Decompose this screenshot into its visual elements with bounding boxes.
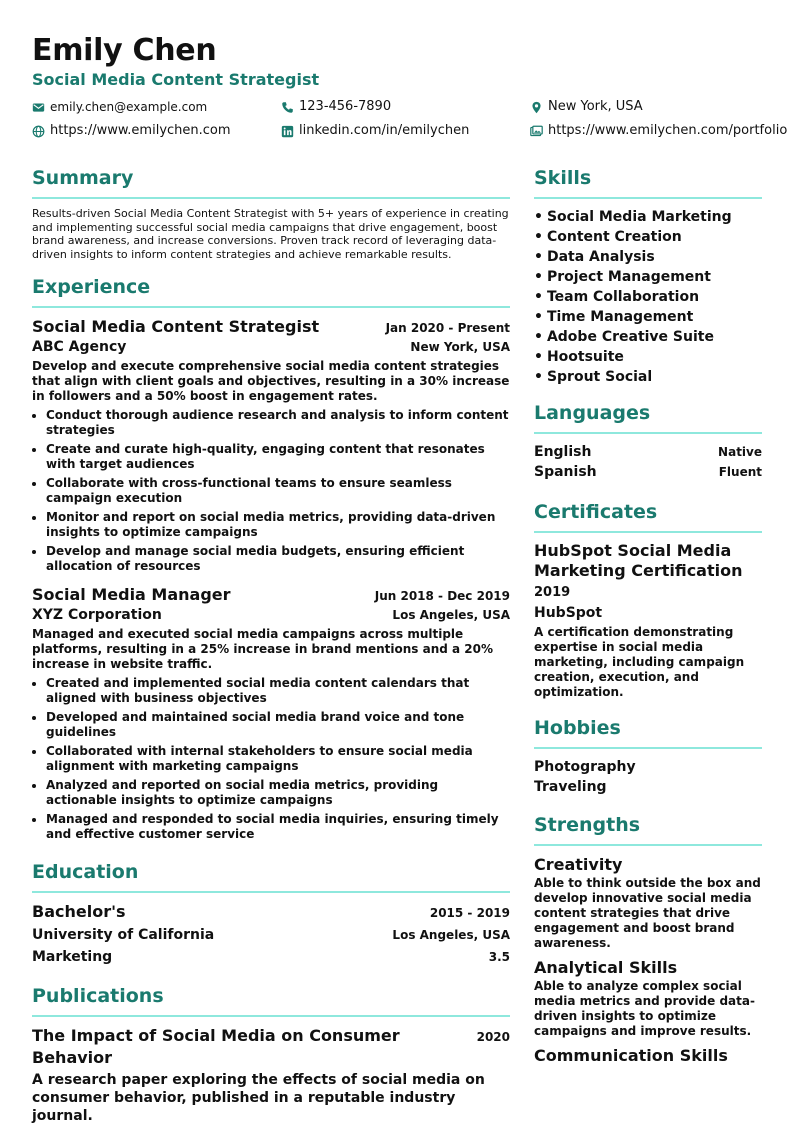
- languages-heading: Languages: [534, 402, 651, 424]
- portfolio-icon: [530, 125, 543, 138]
- contact-linkedin[interactable]: [281, 122, 530, 140]
- section-divider: [32, 1015, 510, 1017]
- publications-heading: Publications: [32, 985, 164, 1007]
- skill-item: • Content Creation: [534, 229, 682, 245]
- skill-item: • Social Media Marketing: [534, 209, 732, 225]
- education-degree: Bachelor's: [32, 902, 126, 921]
- strength-description: Able to analyze complex social media metrics and provide data-driven insights to optimize campaigns and improve results.: [534, 979, 755, 1038]
- experience-section: [32, 275, 510, 842]
- skills-heading: Skills: [534, 167, 592, 189]
- contact-email[interactable]: [32, 98, 281, 116]
- education-location: Los Angeles, USA: [392, 928, 510, 942]
- job-company: XYZ Corporation: [32, 607, 162, 623]
- skill-item: • Team Collaboration: [534, 289, 700, 305]
- skill-item: • Sprout Social: [534, 369, 653, 385]
- globe-icon: [32, 125, 45, 138]
- section-divider: [534, 531, 762, 533]
- section-divider: [534, 844, 762, 846]
- job-bullet: • Created and implemented social media content calendars that aligned with business objectives: [46, 676, 510, 706]
- section-divider: [32, 306, 510, 308]
- job-title: Social Media Content Strategist: [32, 317, 320, 336]
- publication-title: The Impact of Social Media on Consumer Behavior: [32, 1026, 400, 1067]
- location-icon: [530, 101, 543, 114]
- education-dates: 2015 - 2019: [429, 906, 510, 920]
- job-bullet: • Collaborate with cross-functional teams to ensure seamless campaign execution: [46, 476, 510, 506]
- resume-header: [32, 33, 788, 140]
- skills-list: [534, 207, 762, 387]
- job-company: ABC Agency: [32, 339, 127, 355]
- contact-portfolio[interactable]: [530, 122, 788, 140]
- contact-location: [530, 98, 780, 116]
- certificates-heading: Certificates: [534, 501, 658, 523]
- language-item: [534, 462, 762, 482]
- candidate-name: Emily Chen: [32, 33, 217, 68]
- job-description: Managed and executed social media campaigns across multiple platforms, resulting in a 25% increase in brand mentions and a 20% increase in website traffic.: [32, 627, 494, 671]
- publication-description: A research paper exploring the effects of social media on consumer behavior, published in a reputable industry journal.: [32, 1072, 485, 1124]
- candidate-title: Social Media Content Strategist: [32, 70, 320, 89]
- job-bullets: [32, 676, 510, 842]
- skill-item: • Hootsuite: [534, 349, 624, 365]
- summary-heading: Summary: [32, 167, 134, 189]
- job-location: New York, USA: [410, 340, 510, 354]
- contact-linkedin-text: linkedin.com/in/emilychen: [299, 123, 470, 138]
- job-description: Develop and execute comprehensive social media content strategies that align with client goals and objectives, resulting in a 30% increase in followers and a 50% boost in engagement rates.: [32, 359, 510, 403]
- job-dates: Jan 2020 - Present: [385, 321, 510, 335]
- job-bullet: • Managed and responded to social media inquiries, ensuring timely and effective customer service: [46, 812, 510, 842]
- publications-section: [32, 984, 510, 1125]
- phone-icon: [281, 101, 294, 114]
- job-bullet: • Analyzed and reported on social media metrics, providing actionable insights to optimize campaigns: [46, 778, 510, 808]
- job-entry: [32, 584, 510, 842]
- right-column: [534, 166, 762, 1125]
- certificate-title: HubSpot Social Media Marketing Certification: [534, 541, 743, 580]
- certificates-section: [534, 500, 762, 700]
- job-title: Social Media Manager: [32, 585, 231, 604]
- summary-text: Results-driven Social Media Content Strategist with 5+ years of experience in creating and implementing successful social media campaigns that drive engagement, boost brand awareness, and increase conversions. Proven track record of leveraging data-driven insights to inform content strategies and achieve remarkable results.: [32, 207, 509, 261]
- language-name: English: [534, 444, 592, 460]
- section-divider: [32, 197, 510, 199]
- job-bullet: • Monitor and report on social media metrics, providing data-driven insights to optimize campaigns: [46, 510, 510, 540]
- section-divider: [534, 747, 762, 749]
- strengths-heading: Strengths: [534, 814, 641, 836]
- strength-name: Creativity: [534, 855, 623, 874]
- language-name: Spanish: [534, 464, 597, 480]
- hobby-item: Photography: [534, 759, 636, 775]
- certificate-year: 2019: [534, 585, 571, 600]
- skill-item: • Data Analysis: [534, 249, 655, 265]
- hobbies-section: [534, 716, 762, 797]
- email-icon: [32, 101, 45, 114]
- job-bullets: [32, 408, 510, 574]
- job-entry: [32, 316, 510, 574]
- summary-section: [32, 166, 510, 261]
- education-field: Marketing: [32, 949, 113, 965]
- skills-section: [534, 166, 762, 387]
- certificate-description: A certification demonstrating expertise in social media marketing, including campaign creation, execution, and optimization.: [534, 625, 745, 699]
- left-column: [32, 166, 510, 1125]
- contact-website-text: https://www.emilychen.com: [50, 123, 231, 138]
- strength-description: Able to think outside the box and develop innovative social media content strategies that drive engagement and boost brand awareness.: [534, 876, 761, 950]
- skill-item: • Project Management: [534, 269, 711, 285]
- education-heading: Education: [32, 861, 139, 883]
- job-bullet: • Develop and manage social media budgets, ensuring efficient allocation of resources: [46, 544, 510, 574]
- contact-email-text: emily.chen@example.com: [50, 100, 208, 114]
- education-school: University of California: [32, 927, 215, 943]
- education-section: [32, 860, 510, 968]
- language-level: Fluent: [718, 465, 762, 479]
- certificate-issuer: HubSpot: [534, 605, 603, 621]
- skill-item: • Time Management: [534, 309, 694, 325]
- job-bullet: • Developed and maintained social media brand voice and tone guidelines: [46, 710, 510, 740]
- strength-name: Communication Skills: [534, 1046, 728, 1065]
- job-bullet: • Conduct thorough audience research and analysis to inform content strategies: [46, 408, 510, 438]
- linkedin-icon: [281, 125, 294, 138]
- job-dates: Jun 2018 - Dec 2019: [374, 589, 510, 603]
- experience-heading: Experience: [32, 276, 151, 298]
- strengths-section: [534, 813, 762, 1067]
- contact-info: [32, 98, 788, 140]
- job-bullet: • Collaborated with internal stakeholders to ensure social media alignment with marketing campaigns: [46, 744, 510, 774]
- hobbies-heading: Hobbies: [534, 717, 621, 739]
- strength-name: Analytical Skills: [534, 958, 678, 977]
- section-divider: [32, 891, 510, 893]
- contact-phone-text: 123-456-7890: [299, 99, 392, 114]
- section-divider: [534, 432, 762, 434]
- skill-item: • Adobe Creative Suite: [534, 329, 714, 345]
- job-bullet: • Create and curate high-quality, engaging content that resonates with target audiences: [46, 442, 510, 472]
- contact-portfolio-text: https://www.emilychen.com/portfolio: [548, 123, 788, 138]
- contact-location-text: New York, USA: [548, 99, 643, 114]
- education-gpa: 3.5: [488, 950, 510, 964]
- hobby-item: Traveling: [534, 779, 607, 795]
- job-location: Los Angeles, USA: [392, 608, 510, 622]
- language-level: Native: [718, 445, 762, 459]
- contact-website[interactable]: [32, 122, 281, 140]
- contact-phone[interactable]: [281, 98, 530, 116]
- publication-year: 2020: [476, 1030, 510, 1044]
- language-item: [534, 442, 762, 462]
- languages-section: [534, 401, 762, 482]
- section-divider: [534, 197, 762, 199]
